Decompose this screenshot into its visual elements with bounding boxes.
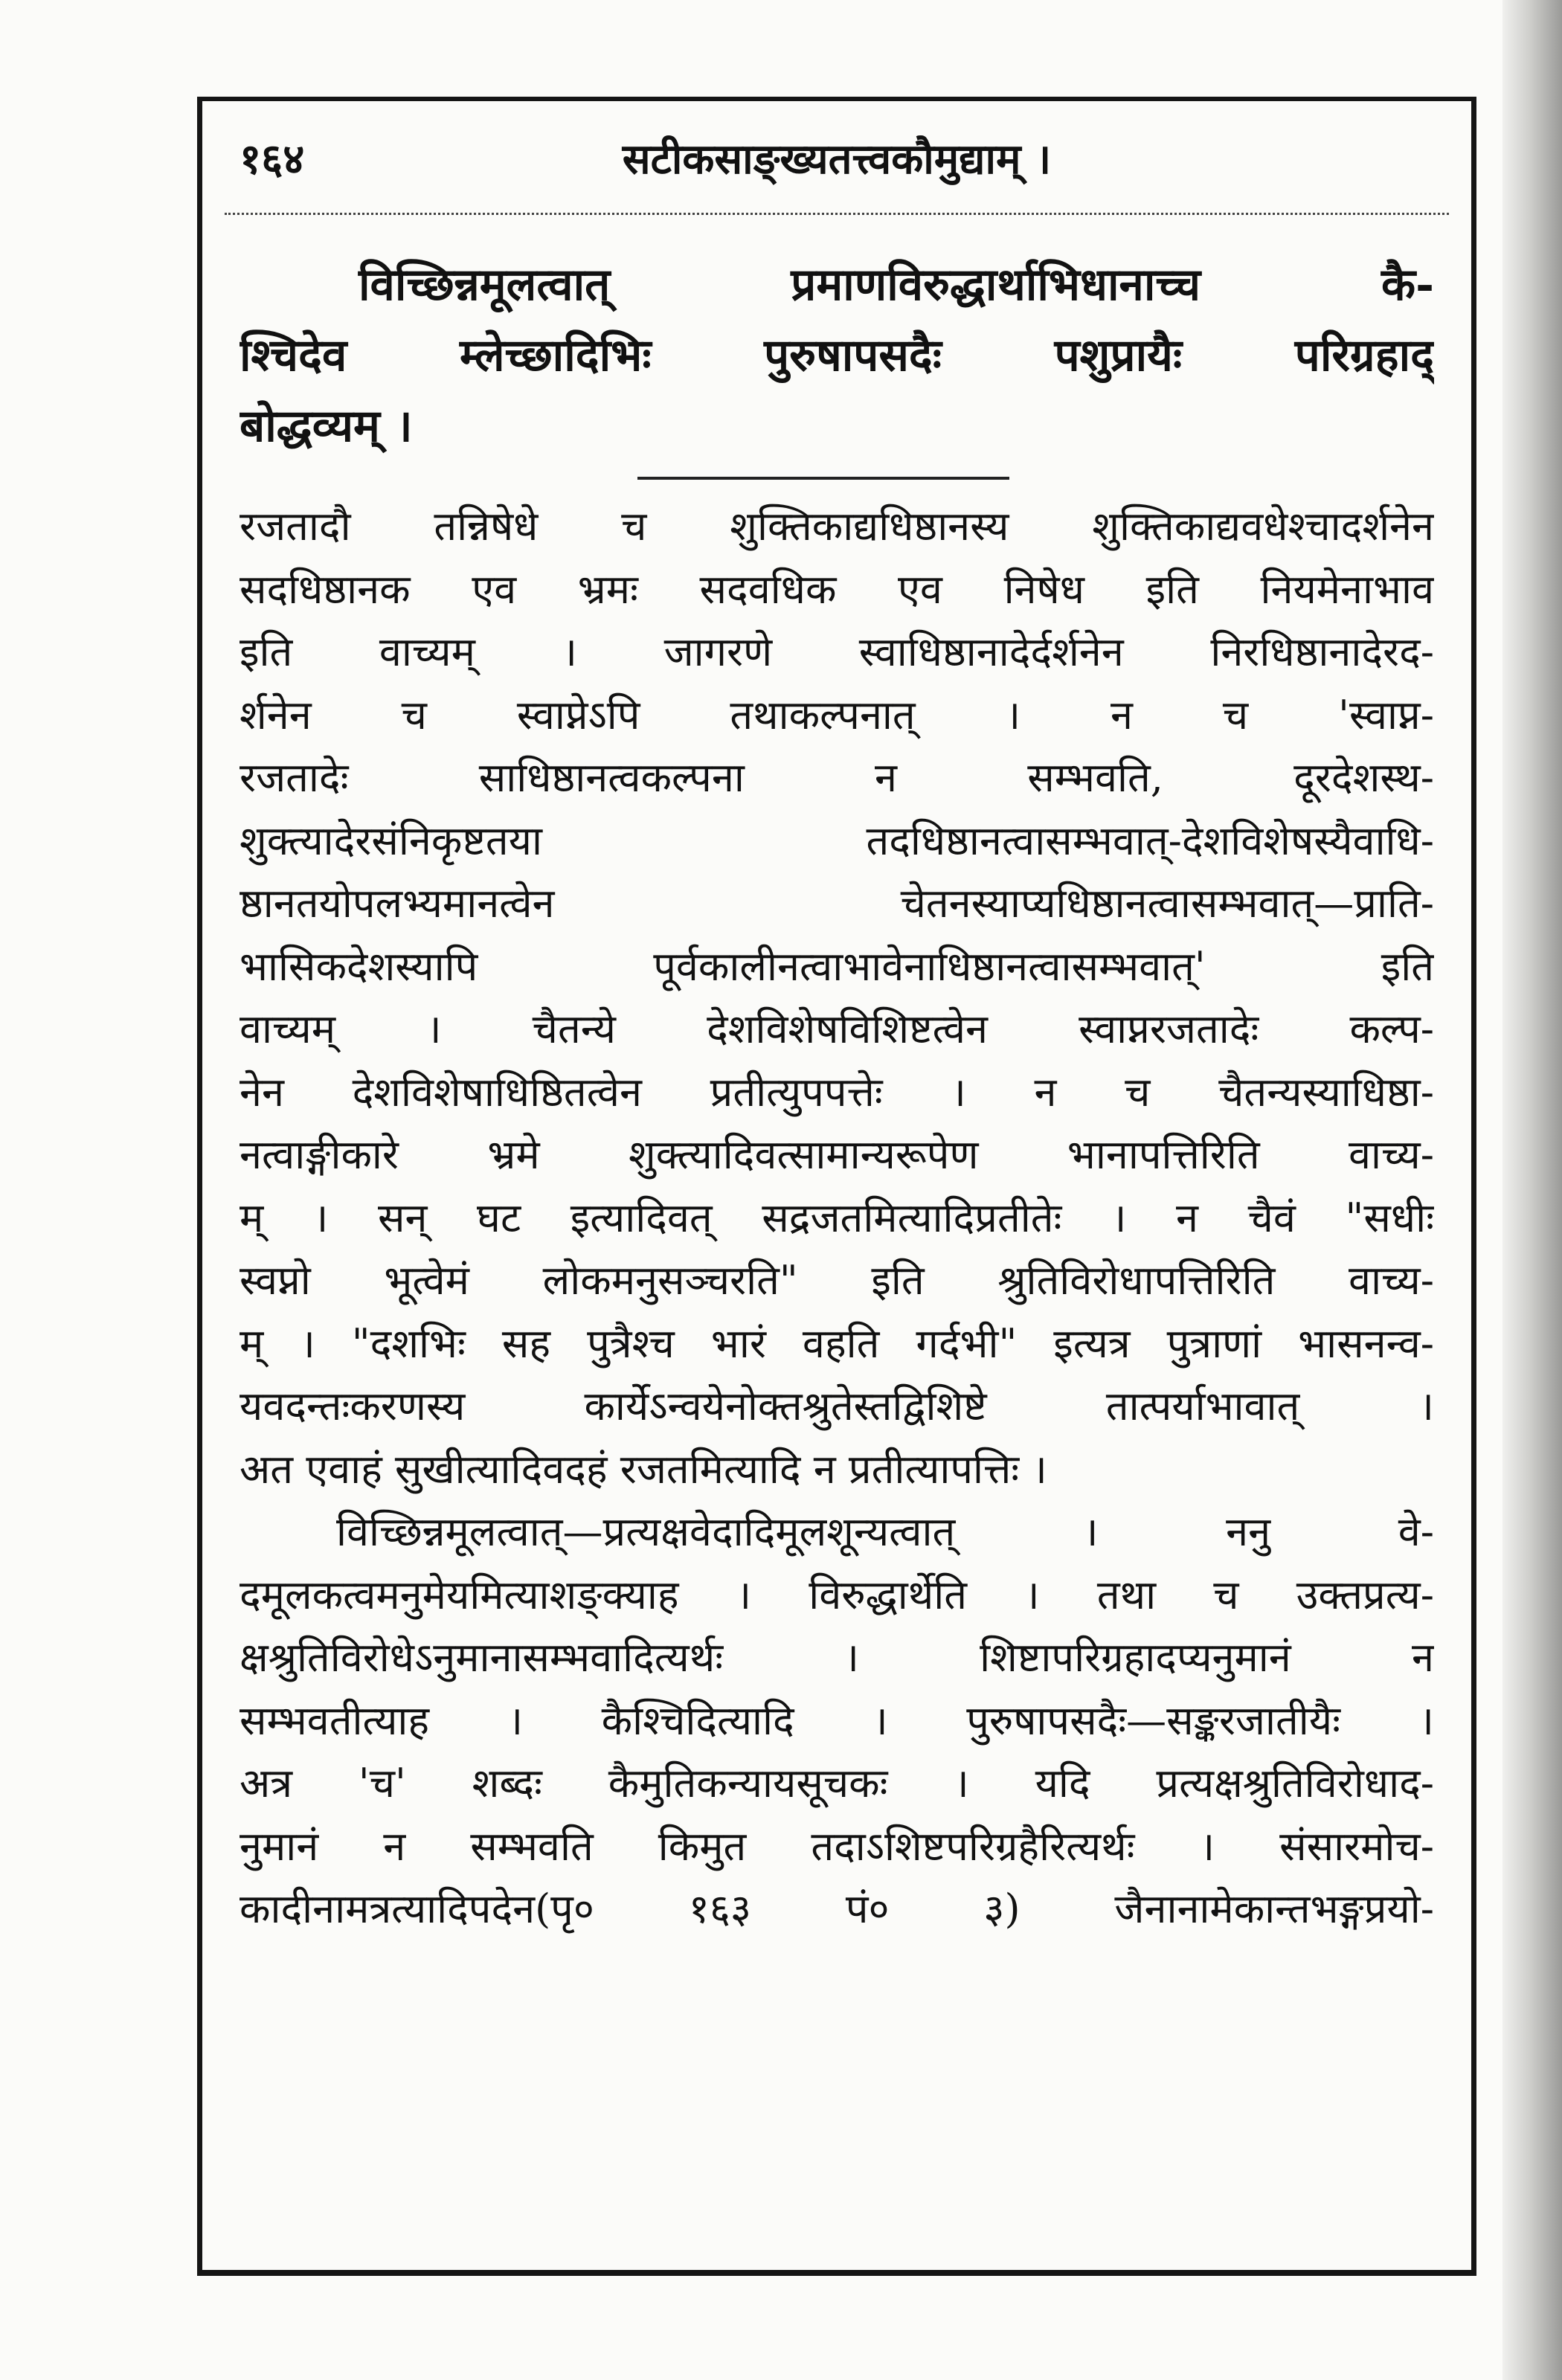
commentary-line: नुमानं न सम्भवति किमुत तदाऽशिष्टपरिग्रहैरित्यर्थः । संसारमोच-: [240, 1822, 1434, 1870]
commentary-line: रजतादेः साधिष्ठानत्वकल्पना न सम्भवति, दूरदेशस्थ-: [240, 754, 1434, 801]
commentary-line: नत्वाङ्गीकारे भ्रमे शुक्त्यादिवत्सामान्यरूपेण भानापत्तिरिति वाच्य-: [240, 1131, 1434, 1178]
page-frame: [197, 97, 1476, 2276]
page-header: [232, 122, 1442, 189]
commentary-line: म् । सन् घट इत्यादिवत् सद्रजतमित्यादिप्रतीतेः । न चैवं "सधीः: [240, 1194, 1434, 1241]
commentary-line: शुक्त्यादेरसंनिकृष्टतया तदधिष्ठानत्वासम्भवात्-देशविशेषस्यैवाधि-: [240, 817, 1434, 864]
commentary-line: दमूलकत्वमनुमेयमित्याशङ्क्याह । विरुद्धार्थेति । तथा च उक्तप्रत्य-: [240, 1571, 1434, 1618]
commentary-line: वाच्यम् । चैतन्ये देशविशेषविशिष्टत्वेन स्वाप्नरजतादेः कल्प-: [240, 1006, 1434, 1052]
header-rule: [225, 213, 1449, 224]
commentary-block: [240, 495, 1434, 1941]
section-divider: [637, 477, 1009, 480]
commentary-line: नेन देशविशेषाधिष्ठितत्वेन प्रतीत्युपपत्तेः । न च चैतन्यस्याधिष्ठा-: [240, 1068, 1434, 1116]
commentary-line: र्शनेन च स्वाप्नेऽपि तथाकल्पनात् । न च 'स्वाप्न-: [240, 691, 1434, 739]
page-number: १६४: [240, 135, 305, 184]
commentary-line: रजतादौ तन्निषेधे च शुक्तिकाद्यधिष्ठानस्य शुक्तिकाद्यवधेश्चादर्शनेन: [240, 503, 1434, 550]
commentary-line: क्षश्रुतिविरोधेऽनुमानासम्भवादित्यर्थः । शिष्टापरिग्रहादप्यनुमानं न: [240, 1634, 1434, 1681]
commentary-line: म् । "दशभिः सह पुत्रैश्च भारं वहति गर्दभी" इत्यत्र पुत्राणां भासनन्व-: [240, 1319, 1434, 1367]
main-text-line: श्चिदेव म्लेच्छादिभिः पुरुषापसदैः पशुप्रायैः परिग्रहाद्: [240, 329, 1434, 382]
commentary-line: सम्भवतीत्याह । कैश्चिदित्यादि । पुरुषापसदैः—सङ्करजातीयैः ।: [240, 1696, 1434, 1744]
commentary-line: विच्छिन्नमूलत्वात्—प्रत्यक्षवेदादिमूलशून्यत्वात् । ननु वे-: [336, 1508, 1434, 1555]
book-spine-shadow: [1502, 0, 1562, 2380]
running-title: सटीकसाङ्ख्यतत्त्वकौमुद्याम् ।: [622, 135, 1052, 184]
commentary-line: स्वप्नो भूत्वेमं लोकमनुसञ्चरति" इति श्रुतिविरोधापत्तिरिति वाच्य-: [240, 1257, 1434, 1304]
commentary-line: अत एवाहं सुखीत्यादिवदहं रजतमित्यादि न प्रतीत्यापत्तिः ।: [240, 1445, 1047, 1493]
commentary-line: कादीनामत्रत्यादिपदेन(पृ० १६३ पं० ३) जैनानामेकान्तभङ्गप्रयो-: [240, 1885, 1434, 1932]
commentary-line: सदधिष्ठानक एव भ्रमः सदवधिक एव निषेध इति नियमेनाभाव: [240, 565, 1434, 613]
main-text-block: [240, 250, 1434, 462]
main-text-line: बोद्धव्यम् ।: [240, 400, 413, 452]
commentary-line: अत्र 'च' शब्दः कैमुतिकन्यायसूचकः । यदि प्रत्यक्षश्रुतिविरोधाद-: [240, 1760, 1434, 1807]
commentary-line: इति वाच्यम् । जागरणे स्वाधिष्ठानादेर्दर्शनेन निरधिष्ठानादेरद-: [240, 628, 1434, 675]
commentary-line: ष्ठानतयोपलभ्यमानत्वेन चेतनस्याप्यधिष्ठानत्वासम्भवात्—प्राति-: [240, 880, 1434, 927]
commentary-line: यवदन्तःकरणस्य कार्येऽन्वयेनोक्तश्रुतेस्तद्विशिष्टे तात्पर्याभावात् ।: [240, 1383, 1434, 1429]
commentary-line: भासिकदेशस्यापि पूर्वकालीनत्वाभावेनाधिष्ठानत्वासम्भवात्' इति: [240, 942, 1434, 990]
main-text-line: विच्छिन्नमूलत्वात् प्रमाणविरुद्धार्थाभिधानाच्च कै-: [359, 259, 1434, 311]
